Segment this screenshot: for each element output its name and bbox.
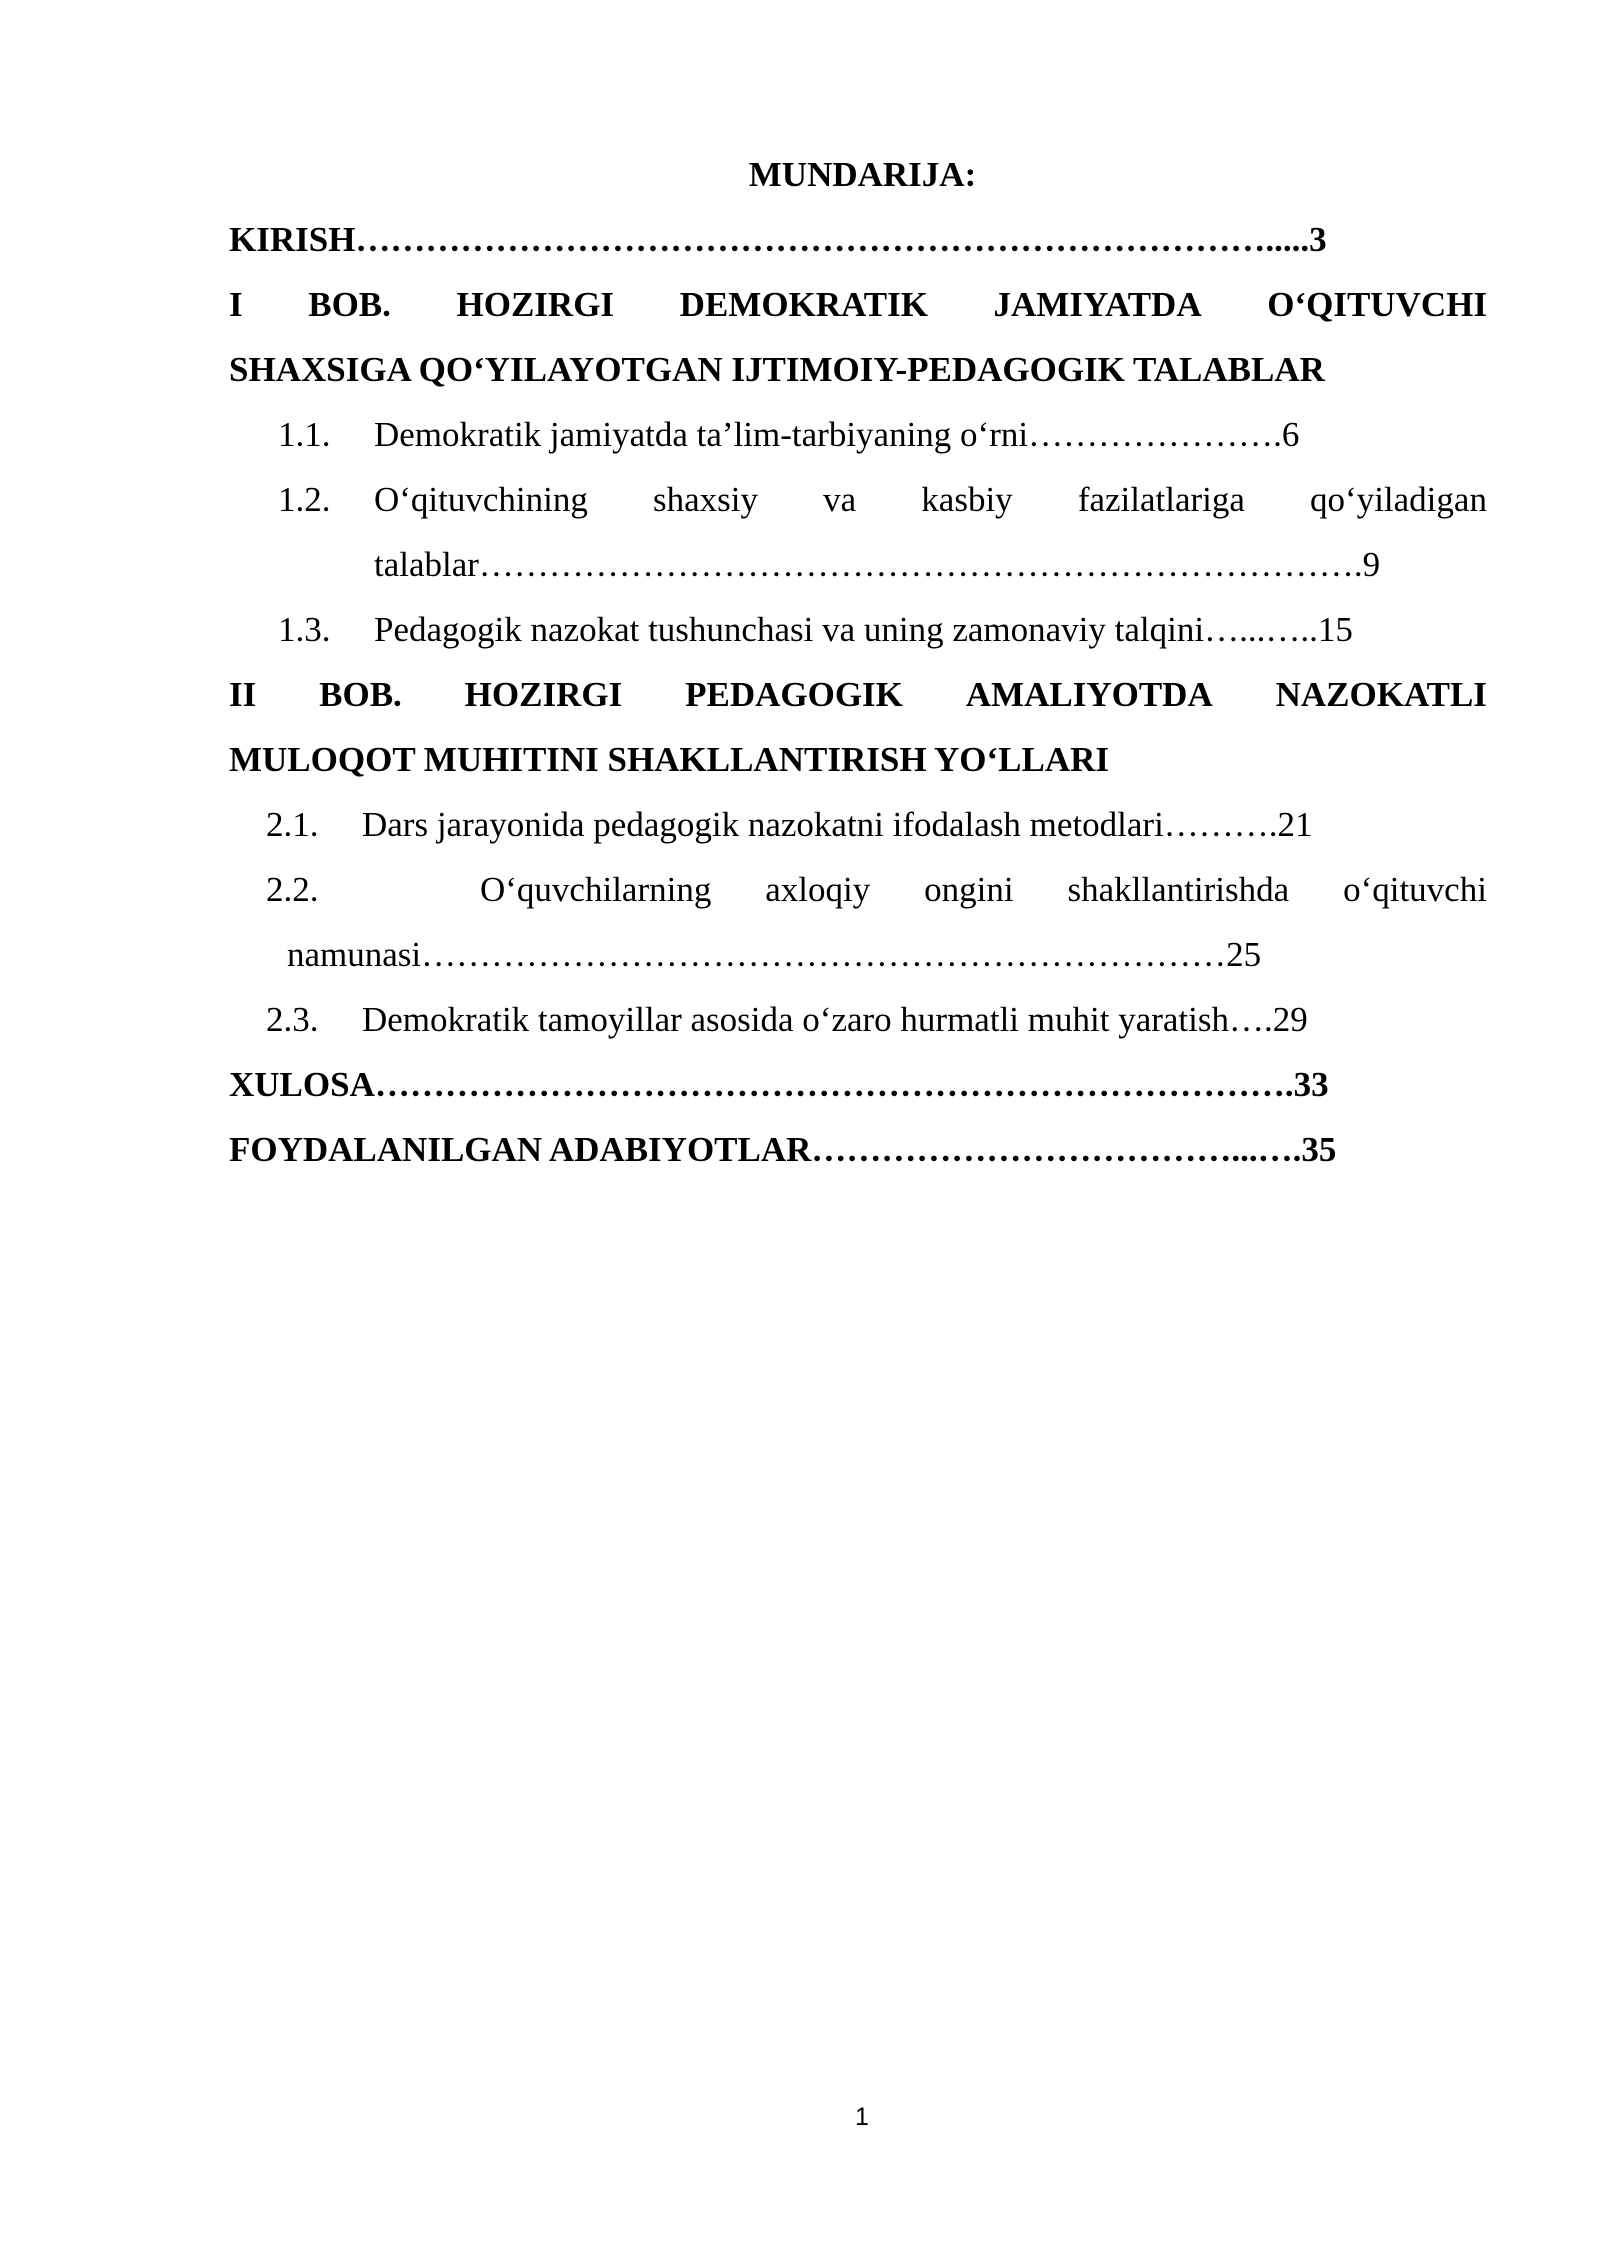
- word: va: [823, 480, 857, 519]
- toc-entry-2-3: Demokratik tamoyillar asosida o‘zaro hurmatli muhit yaratish….29: [362, 1000, 1308, 1039]
- word: kasbiy: [921, 480, 1013, 519]
- toc-entry-xulosa: XULOSA…………………………………………………………………….33: [229, 1065, 1329, 1104]
- word: BOB.: [308, 285, 391, 324]
- chapter1-heading-line1: [229, 282, 1487, 328]
- word: HOZIRGI: [464, 675, 623, 714]
- toc-title: [0, 152, 1600, 198]
- word: PEDAGOGIK: [685, 675, 903, 714]
- word: shakllantirishda: [1067, 870, 1290, 909]
- section-number: 2.1.: [266, 805, 319, 844]
- word: ongini: [924, 870, 1014, 909]
- word: qo‘yiladigan: [1310, 480, 1487, 519]
- toc-entry-adabiyotlar: FOYDALANILGAN ADABIYOTLAR………………………………...….35: [229, 1130, 1337, 1169]
- toc-entry-1-3: Pedagogik nazokat tushunchasi va uning zamonaviy talqini…...…..15: [374, 610, 1353, 649]
- section-number: 1.3.: [278, 610, 331, 649]
- word: fazilatlariga: [1077, 480, 1245, 519]
- word: o‘qituvchi: [1343, 870, 1487, 909]
- toc-entry-1-2-line2: talablar………………………………………………………………….9: [374, 545, 1381, 584]
- toc-entry-2-2-line1: [480, 867, 1487, 913]
- word: axloqiy: [765, 870, 871, 909]
- chapter2-heading-line2: MULOQOT MUHITINI SHAKLLANTIRISH YO‘LLARI: [229, 740, 1110, 779]
- toc-entry-2-2-line2: namunasi……………………………………………………………25: [287, 935, 1262, 974]
- word: NAZOKATLI: [1275, 675, 1487, 714]
- toc-entry-2-1: Dars jarayonida pedagogik nazokatni ifodalash metodlari……….21: [362, 805, 1313, 844]
- word: JAMIYATDA: [993, 285, 1202, 324]
- word: DEMOKRATIK: [679, 285, 928, 324]
- word: O‘quvchilarning: [480, 870, 712, 909]
- toc-title-text: MUNDARIJA:: [748, 155, 977, 194]
- word: HOZIRGI: [456, 285, 615, 324]
- chapter2-heading-line1: [229, 672, 1487, 718]
- word: O‘qituvchining: [374, 480, 588, 519]
- word: shaxsiy: [653, 480, 758, 519]
- section-number: 1.2.: [278, 480, 331, 519]
- toc-entry-1-1: Demokratik jamiyatda ta’lim-tarbiyaning o‘rni………………….6: [374, 415, 1300, 454]
- page-number: 1: [855, 2103, 869, 2131]
- section-number: 1.1.: [278, 415, 331, 454]
- word: O‘QITUVCHI: [1267, 285, 1487, 324]
- word: BOB.: [319, 675, 402, 714]
- toc-entry-kirish: KIRISH…………………………………………………………………….....3: [229, 220, 1327, 259]
- word: AMALIYOTDA: [965, 675, 1213, 714]
- section-number: 2.2.: [266, 870, 319, 909]
- chapter1-heading-line2: SHAXSIGA QO‘YILAYOTGAN IJTIMOIY-PEDAGOGIK TALABLAR: [229, 350, 1325, 389]
- word: II: [229, 675, 257, 714]
- toc-entry-1-2-line1: [374, 477, 1487, 523]
- word: I: [229, 285, 243, 324]
- section-number: 2.3.: [266, 1000, 319, 1039]
